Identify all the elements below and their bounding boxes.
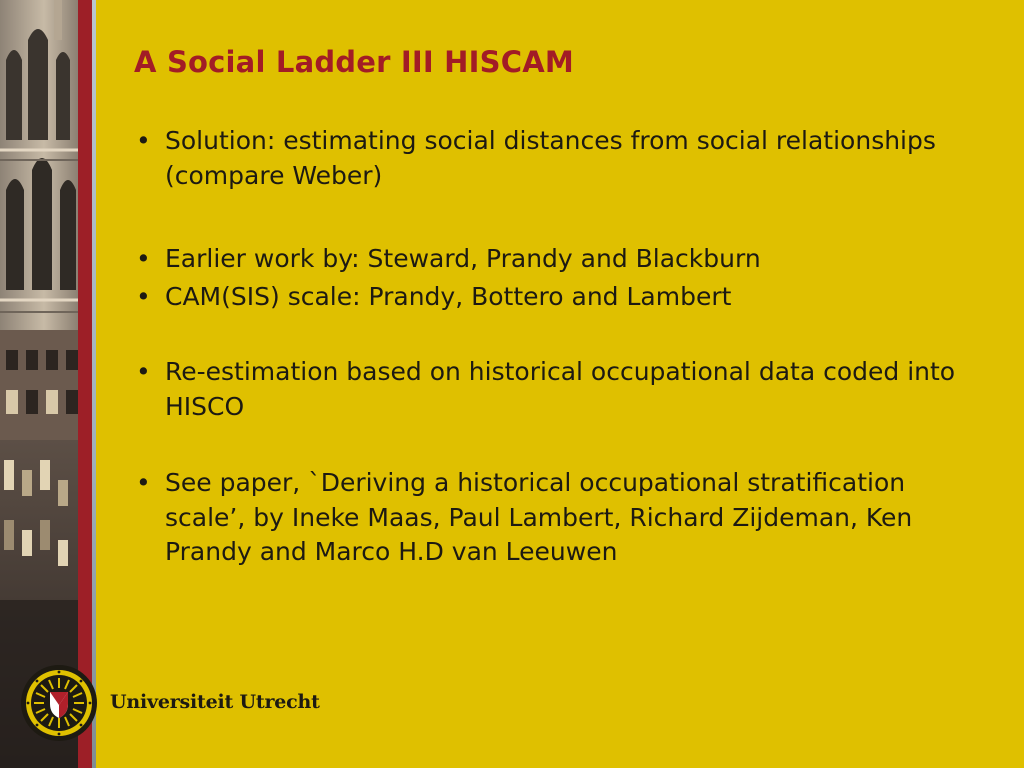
bullet-item [134,355,984,424]
bullet-text: Solution: estimating social distances from social relationships (compare Weber) [165,126,936,190]
bullet-item [134,124,984,193]
university-name: Universiteit Utrecht [110,691,320,713]
bullet-dot: • [136,282,151,311]
slide-title: A Social Ladder III HISCAM [134,45,574,79]
bullet-dot: • [136,126,151,155]
bullet-item [134,280,984,315]
bullet-text: Earlier work by: Steward, Prandy and Blackburn [165,244,761,273]
bullet-dot: • [136,244,151,273]
bullet-dot: • [136,468,151,497]
bullet-text: Re-estimation based on historical occupational data coded into HISCO [165,357,956,421]
bullet-text: CAM(SIS) scale: Prandy, Bottero and Lambert [165,282,732,311]
bullet-item [134,466,984,570]
bullet-text: See paper, `Deriving a historical occupational stratification scale’, by Ineke Maas, Paul Lambert, Richard Zijdeman, Ken Prandy and Marco H.D van Leeuwen [165,468,913,566]
bullet-dot: • [136,357,151,386]
university-seal-icon [20,664,98,742]
bullet-item [134,242,984,277]
accent-band [78,0,92,768]
